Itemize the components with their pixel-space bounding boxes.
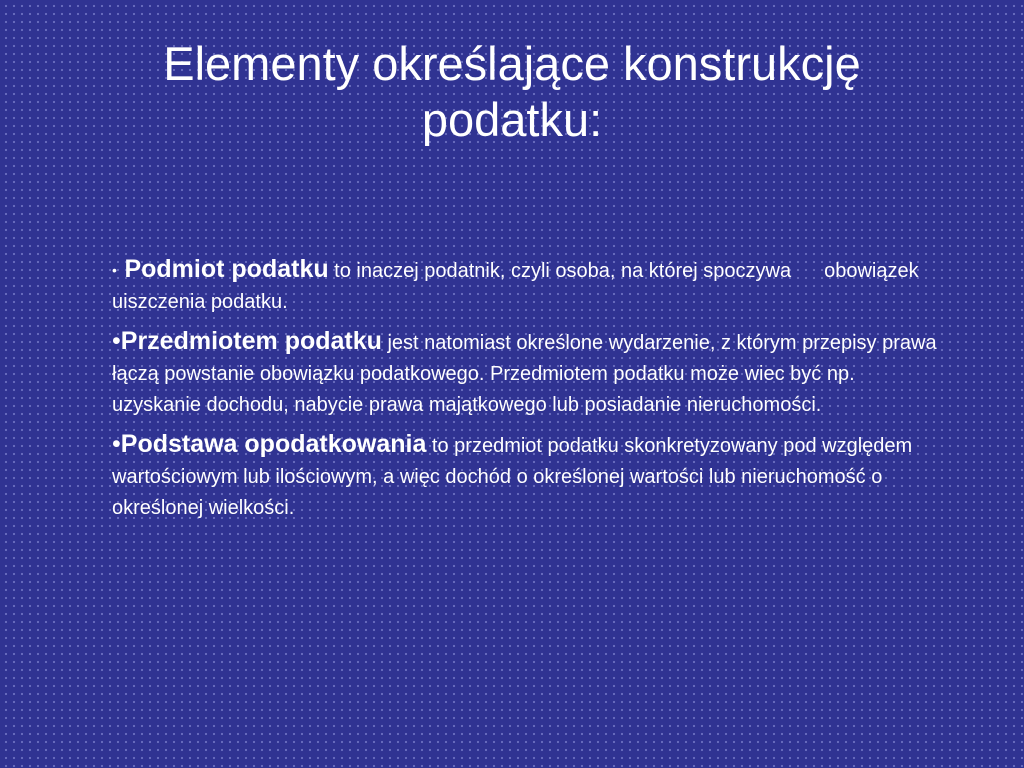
definition-podmiot-part1: to inaczej podatnik, czyli osoba, na której spoczywa — [328, 260, 792, 282]
term-podstawa: Podstawa opodatkowania — [120, 430, 427, 458]
list-item-podstawa — [112, 429, 942, 524]
definition-podstawa: to przedmiot podatku skonkretyzowany pod względem wartościowym lub ilościowym, a więc dochód o określonej wartości lub nieruchomość o określonej wielkości. — [112, 435, 913, 519]
list-item-podmiot — [112, 254, 942, 318]
bullet-icon: • — [112, 262, 117, 278]
bullet-icon: • — [112, 327, 121, 355]
slide-title — [40, 36, 984, 148]
term-przedmiot: Przedmiotem podatku — [120, 327, 382, 355]
slide-title-line2: podatku: — [421, 93, 603, 146]
bullet-icon: • — [112, 430, 121, 458]
list-item-przedmiot — [112, 326, 942, 421]
slide-body — [112, 254, 942, 532]
slide-title-line1: Elementy określające konstrukcję — [163, 37, 861, 90]
definition-podmiot-part2: obowiązek uiszczenia podatku. — [112, 260, 919, 313]
term-podmiot: Podmiot podatku — [124, 255, 329, 283]
definition-przedmiot: jest natomiast określone wydarzenie, z którym przepisy prawa łączą powstanie obowiązku podatkowego. Przedmiotem podatku może wiec być np. uzyskanie dochodu, nabycie prawa majątkowego lub posiadanie nieruchomości. — [112, 332, 937, 416]
